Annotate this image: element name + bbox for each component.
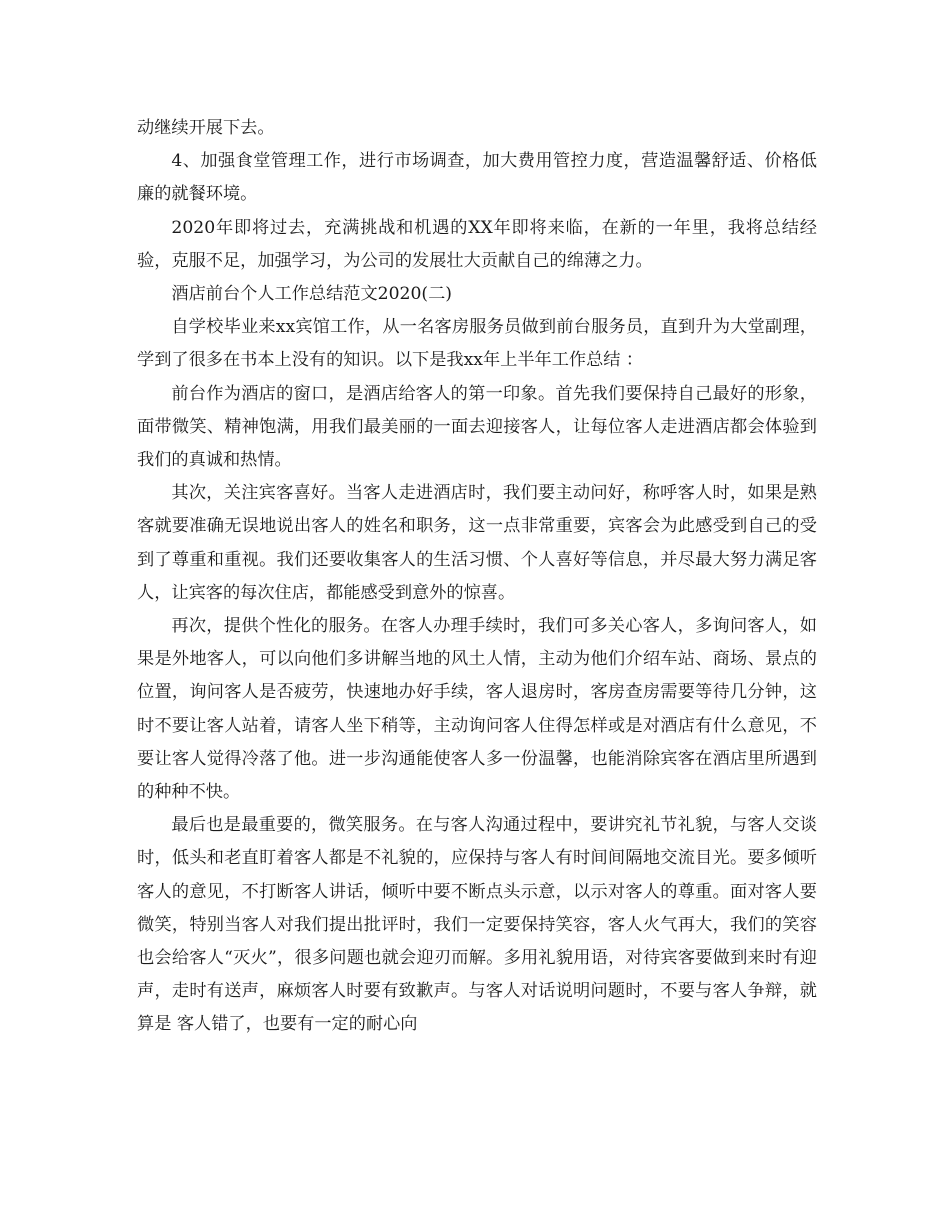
paragraph-item-4: 4、加强食堂管理工作，进行市场调查，加大费用管控力度，营造温馨舒适、价格低廉的就餐环境。 <box>137 151 817 205</box>
paragraph-front-desk: 前台作为酒店的窗口，是酒店给客人的第一印象。首先我们要保持自己最好的形象，面带微笑、精神饱满，用我们最美丽的一面去迎接客人，让每位客人走进酒店都会体验到我们的真诚和热情。 <box>137 383 817 471</box>
paragraph-year-summary: 2020年即将过去，充满挑战和机遇的XX年即将来临，在新的一年里，我将总结经验，克服不足，加强学习，为公司的发展壮大贡献自己的绵薄之力。 <box>137 217 817 271</box>
section-title: 酒店前台个人工作总结范文2020(二) <box>171 284 452 305</box>
paragraph-personalized-service: 再次，提供个性化的服务。在客人办理手续时，我们可多关心客人，多询问客人，如果是外地客人，可以向他们多讲解当地的风土人情，主动为他们介绍车站、商场、景点的位置，询问客人是否疲劳，快速地办好手续，客人退房时，客房查房需要等待几分钟，这时不要让客人站着，请客人坐下稍等，主动询问客人住得怎样或是对酒店有什么意见，不要让客人觉得冷落了他。进一步沟通能使客人多一份温馨，也能消除宾客在酒店里所遇到的种种不快。 <box>137 616 817 803</box>
paragraph-guest-preferences: 其次，关注宾客喜好。当客人走进酒店时，我们要主动问好，称呼客人时，如果是熟客就要准确无误地说出客人的姓名和职务，这一点非常重要，宾客会为此感受到自己的受到了尊重和重视。我们还要收集客人的生活习惯、个人喜好等信息，并尽最大努力满足客人，让宾客的每次住店，都能感受到意外的惊喜。 <box>137 483 817 603</box>
document-body <box>137 112 817 1042</box>
paragraph-continuation: 动继续开展下去。 <box>137 118 275 138</box>
paragraph-smile-service: 最后也是最重要的，微笑服务。在与客人沟通过程中，要讲究礼节礼貌，与客人交谈时，低头和老直盯着客人都是不礼貌的，应保持与客人有时间间隔地交流目光。要多倾听客人的意见，不打断客人讲话，倾听中要不断点头示意，以示对客人的尊重。面对客人要微笑，特别当客人对我们提出批评时，我们一定要保持笑容，客人火气再大，我们的笑容也会给客人“灭火”，很多问题也就会迎刃而解。多用礼貌用语，对待宾客要做到来时有迎声，走时有送声，麻烦客人时要有致歉声。与客人对话说明问题时，不要与客人争辩，就算是 客人错了，也要有一定的耐心向 <box>137 815 817 1035</box>
paragraph-intro: 自学校毕业来xx宾馆工作，从一名客房服务员做到前台服务员，直到升为大堂副理，学到了很多在书本上没有的知识。以下是我xx年上半年工作总结 ： <box>137 317 817 371</box>
